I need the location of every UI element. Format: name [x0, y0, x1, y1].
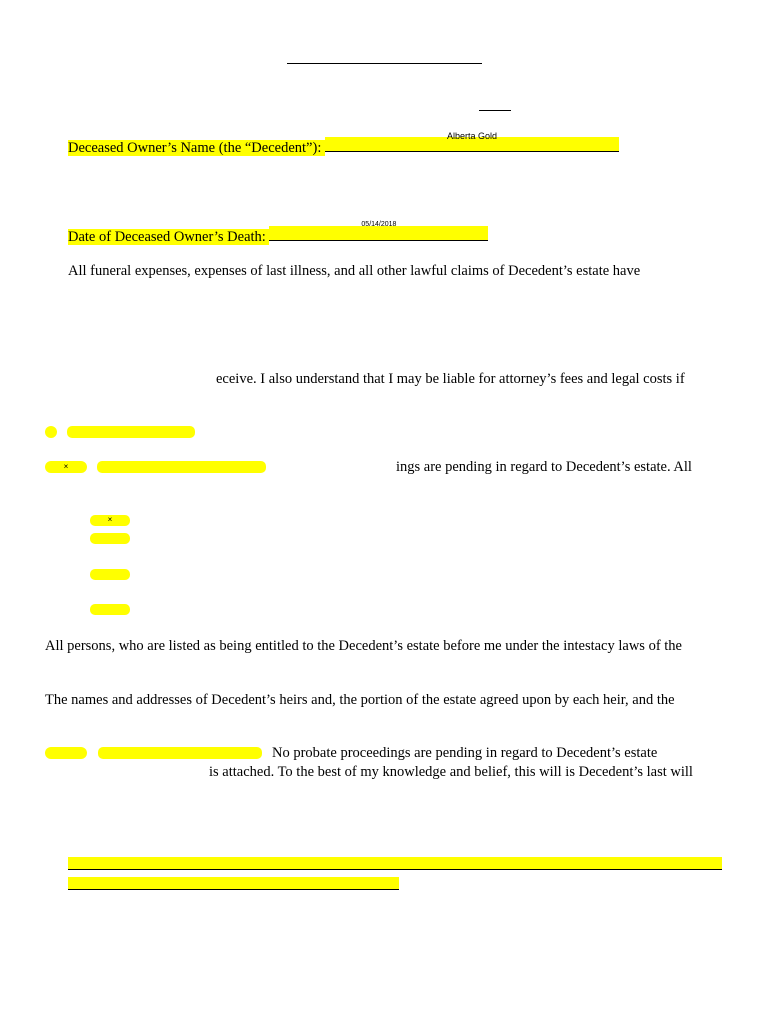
names-paragraph: The names and addresses of Decedent’s heirs and, the portion of the estate agreed upon by each heir, and the [45, 692, 675, 708]
death-date-field[interactable] [269, 221, 488, 241]
no-probate-text: No probate proceedings are pending in regard to Decedent’s estate [272, 745, 658, 761]
liability-text: eceive. I also understand that I may be liable for attorney’s fees and legal costs if [216, 371, 685, 387]
attached-text: is attached. To the best of my knowledge and belief, this will is Decedent’s last will [209, 764, 693, 780]
sub-checkbox-4[interactable] [90, 604, 130, 615]
persons-paragraph: All persons, who are listed as being entitled to the Decedent’s estate before me under the intestacy laws of the [45, 638, 682, 654]
bottom-field-2[interactable] [68, 877, 399, 890]
sub-checkbox-2[interactable] [90, 533, 130, 544]
decedent-name-label: Deceased Owner’s Name (the “Decedent”): [68, 140, 322, 156]
option-3-field[interactable] [98, 747, 262, 759]
title-line [287, 63, 482, 64]
sub-checkbox-1[interactable] [90, 515, 130, 526]
death-date-label: Date of Deceased Owner’s Death: [68, 229, 266, 245]
checkbox-option-2[interactable] [45, 461, 87, 473]
checkbox-option-3[interactable] [45, 747, 87, 759]
option-1-field[interactable] [67, 426, 195, 438]
pending-text: ings are pending in regard to Decedent’s estate. All [396, 459, 692, 475]
decedent-name-field[interactable] [325, 131, 619, 152]
bottom-field-1[interactable] [68, 857, 722, 870]
decedent-name-row [68, 131, 619, 157]
sub-checkbox-mark: × [107, 515, 113, 524]
decedent-name-value: Alberta Gold [446, 131, 497, 141]
funeral-paragraph: All funeral expenses, expenses of last illness, and all other lawful claims of Decedent’s estate have [68, 263, 641, 279]
death-date-value: 05/14/2018 [361, 221, 397, 228]
death-date-row [68, 221, 488, 246]
checkbox-option-1[interactable] [45, 426, 57, 438]
checkbox-mark: × [63, 462, 69, 471]
subtitle-line [479, 110, 511, 111]
option-2-field[interactable] [97, 461, 266, 473]
sub-checkbox-3[interactable] [90, 569, 130, 580]
